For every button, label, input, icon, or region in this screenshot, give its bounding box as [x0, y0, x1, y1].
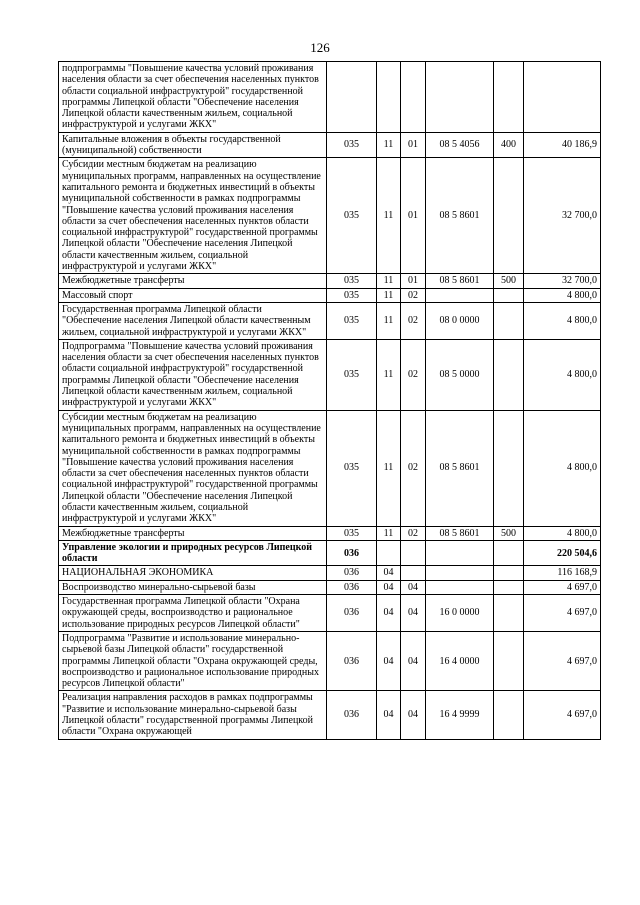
- amount-cell: 4 800,0: [524, 302, 601, 339]
- subsection-code-cell: 01: [401, 132, 426, 158]
- expense-name-cell: Подпрограмма "Развитие и использование минерально-сырьевой базы Липецкой области" государственной программы Липецкой области "Охрана окружающей среды, воспроизводство и рациональное использование природных ресурсов Липецкой области": [59, 631, 327, 690]
- expense-type-code-cell: [494, 580, 524, 594]
- subsection-code-cell: 01: [401, 274, 426, 288]
- amount-cell: 116 168,9: [524, 566, 601, 580]
- expense-name-cell: Реализация направления расходов в рамках подпрограммы "Развитие и использование минерально-сырьевой базы Липецкой области" государственной программы Липецкой области "Охрана окружающей: [59, 691, 327, 739]
- subsection-code-cell: 04: [401, 631, 426, 690]
- expense-type-code-cell: [494, 302, 524, 339]
- amount-cell: 4 697,0: [524, 580, 601, 594]
- subsection-code-cell: 02: [401, 526, 426, 540]
- section-code-cell: [377, 62, 401, 133]
- target-item-code-cell: 08 5 8601: [426, 526, 494, 540]
- table-row: [59, 595, 601, 632]
- target-item-code-cell: 16 4 9999: [426, 691, 494, 739]
- expense-name-cell: подпрограммы "Повышение качества условий проживания населения области за счет обеспечения населенных пунктов области социальной инфраструктурой" государственной программы Липецкой области "Обеспечение населения Липецкой области качественным жильем, социальной инфраструктурой и услугами ЖКХ": [59, 62, 327, 133]
- target-item-code-cell: [426, 540, 494, 566]
- amount-cell: 32 700,0: [524, 158, 601, 274]
- section-code-cell: 11: [377, 288, 401, 302]
- section-code-cell: 11: [377, 274, 401, 288]
- expense-type-code-cell: [494, 339, 524, 410]
- table-row: [59, 274, 601, 288]
- target-item-code-cell: 08 5 8601: [426, 158, 494, 274]
- expense-name-cell: Государственная программа Липецкой области "Обеспечение населения Липецкой области качественным жильем, социальной инфраструктурой и услугами ЖКХ": [59, 302, 327, 339]
- ministry-code-cell: 036: [327, 540, 377, 566]
- expense-type-code-cell: [494, 691, 524, 739]
- section-code-cell: 04: [377, 691, 401, 739]
- ministry-code-cell: 036: [327, 580, 377, 594]
- section-code-cell: 11: [377, 526, 401, 540]
- target-item-code-cell: [426, 580, 494, 594]
- expense-type-code-cell: [494, 631, 524, 690]
- section-code-cell: 11: [377, 132, 401, 158]
- table-row: [59, 410, 601, 526]
- amount-cell: 220 504,6: [524, 540, 601, 566]
- expense-name-cell: НАЦИОНАЛЬНАЯ ЭКОНОМИКА: [59, 566, 327, 580]
- amount-cell: 4 800,0: [524, 288, 601, 302]
- target-item-code-cell: 08 5 8601: [426, 410, 494, 526]
- expense-name-cell: Межбюджетные трансферты: [59, 274, 327, 288]
- expense-name-cell: Подпрограмма "Повышение качества условий проживания населения области за счет обеспечения населенных пунктов области социальной инфраструктурой" государственной программы Липецкой области "Обеспечение населения Липецкой области качественным жильем, социальной инфраструктурой и услугами ЖКХ": [59, 339, 327, 410]
- ministry-code-cell: 036: [327, 631, 377, 690]
- expense-type-code-cell: [494, 62, 524, 133]
- target-item-code-cell: [426, 62, 494, 133]
- table-row: [59, 691, 601, 739]
- table-row: [59, 302, 601, 339]
- ministry-code-cell: 035: [327, 274, 377, 288]
- amount-cell: 32 700,0: [524, 274, 601, 288]
- table-row: [59, 288, 601, 302]
- section-code-cell: 11: [377, 158, 401, 274]
- subsection-code-cell: 04: [401, 595, 426, 632]
- section-code-cell: 04: [377, 631, 401, 690]
- table-row: [59, 540, 601, 566]
- expense-name-cell: Капитальные вложения в объекты государственной (муниципальной) собственности: [59, 132, 327, 158]
- amount-cell: 4 800,0: [524, 526, 601, 540]
- expense-name-cell: Управление экологии и природных ресурсов Липецкой области: [59, 540, 327, 566]
- expense-name-cell: Субсидии местным бюджетам на реализацию муниципальных программ, направленных на осуществление капитального ремонта и бюджетных инвестиций в объекты муниципальной собственности в рамках подпрограммы "Повышение качества условий проживания населения области за счет обеспечения населенных пунктов области социальной инфраструктурой" государственной программы Липецкой области "Обеспечение населения Липецкой области качественным жильем, социальной инфраструктурой и услугами ЖКХ": [59, 158, 327, 274]
- expense-type-code-cell: 500: [494, 274, 524, 288]
- ministry-code-cell: 036: [327, 595, 377, 632]
- target-item-code-cell: 08 5 8601: [426, 274, 494, 288]
- expense-type-code-cell: 500: [494, 526, 524, 540]
- ministry-code-cell: 035: [327, 132, 377, 158]
- amount-cell: 4 800,0: [524, 410, 601, 526]
- amount-cell: 4 697,0: [524, 631, 601, 690]
- table-row: [59, 158, 601, 274]
- subsection-code-cell: 01: [401, 158, 426, 274]
- subsection-code-cell: 04: [401, 691, 426, 739]
- table-row: [59, 132, 601, 158]
- table-row: [59, 631, 601, 690]
- section-code-cell: 11: [377, 302, 401, 339]
- ministry-code-cell: 036: [327, 566, 377, 580]
- ministry-code-cell: [327, 62, 377, 133]
- subsection-code-cell: [401, 540, 426, 566]
- subsection-code-cell: 04: [401, 580, 426, 594]
- target-item-code-cell: 08 5 0000: [426, 339, 494, 410]
- ministry-code-cell: 036: [327, 691, 377, 739]
- table-row: [59, 339, 601, 410]
- ministry-code-cell: 035: [327, 410, 377, 526]
- ministry-code-cell: 035: [327, 302, 377, 339]
- page-number: 126: [310, 40, 330, 55]
- subsection-code-cell: 02: [401, 302, 426, 339]
- amount-cell: [524, 62, 601, 133]
- expense-name-cell: Субсидии местным бюджетам на реализацию муниципальных программ, направленных на осуществление капитального ремонта и бюджетных инвестиций в объекты муниципальной собственности в рамках подпрограммы "Повышение качества условий проживания населения области за счет обеспечения населенных пунктов области социальной инфраструктурой" государственной программы Липецкой области "Обеспечение населения Липецкой области качественным жильем, социальной инфраструктурой и услугами ЖКХ": [59, 410, 327, 526]
- expense-name-cell: Массовый спорт: [59, 288, 327, 302]
- amount-cell: 40 186,9: [524, 132, 601, 158]
- ministry-code-cell: 035: [327, 288, 377, 302]
- target-item-code-cell: 16 4 0000: [426, 631, 494, 690]
- expense-type-code-cell: 400: [494, 132, 524, 158]
- table-row: [59, 566, 601, 580]
- section-code-cell: 04: [377, 566, 401, 580]
- table-row: [59, 62, 601, 133]
- section-code-cell: 11: [377, 410, 401, 526]
- table-row: [59, 526, 601, 540]
- section-code-cell: 04: [377, 580, 401, 594]
- expense-name-cell: Межбюджетные трансферты: [59, 526, 327, 540]
- target-item-code-cell: [426, 566, 494, 580]
- expense-name-cell: Воспроизводство минерально-сырьевой базы: [59, 580, 327, 594]
- expense-type-code-cell: [494, 158, 524, 274]
- expense-type-code-cell: [494, 288, 524, 302]
- expense-type-code-cell: [494, 595, 524, 632]
- subsection-code-cell: [401, 62, 426, 133]
- amount-cell: 4 697,0: [524, 691, 601, 739]
- section-code-cell: 04: [377, 595, 401, 632]
- target-item-code-cell: [426, 288, 494, 302]
- table-row: [59, 580, 601, 594]
- subsection-code-cell: [401, 566, 426, 580]
- amount-cell: 4 697,0: [524, 595, 601, 632]
- target-item-code-cell: 08 5 4056: [426, 132, 494, 158]
- expense-name-cell: Государственная программа Липецкой области "Охрана окружающей среды, воспроизводство и рациональное использование природных ресурсов Липецкой области": [59, 595, 327, 632]
- ministry-code-cell: 035: [327, 526, 377, 540]
- expense-type-code-cell: [494, 540, 524, 566]
- expense-type-code-cell: [494, 410, 524, 526]
- amount-cell: 4 800,0: [524, 339, 601, 410]
- subsection-code-cell: 02: [401, 410, 426, 526]
- ministry-code-cell: 035: [327, 339, 377, 410]
- budget-table: [58, 61, 601, 740]
- subsection-code-cell: 02: [401, 339, 426, 410]
- section-code-cell: [377, 540, 401, 566]
- section-code-cell: 11: [377, 339, 401, 410]
- subsection-code-cell: 02: [401, 288, 426, 302]
- ministry-code-cell: 035: [327, 158, 377, 274]
- expense-type-code-cell: [494, 566, 524, 580]
- target-item-code-cell: 08 0 0000: [426, 302, 494, 339]
- table-body: [59, 62, 601, 740]
- target-item-code-cell: 16 0 0000: [426, 595, 494, 632]
